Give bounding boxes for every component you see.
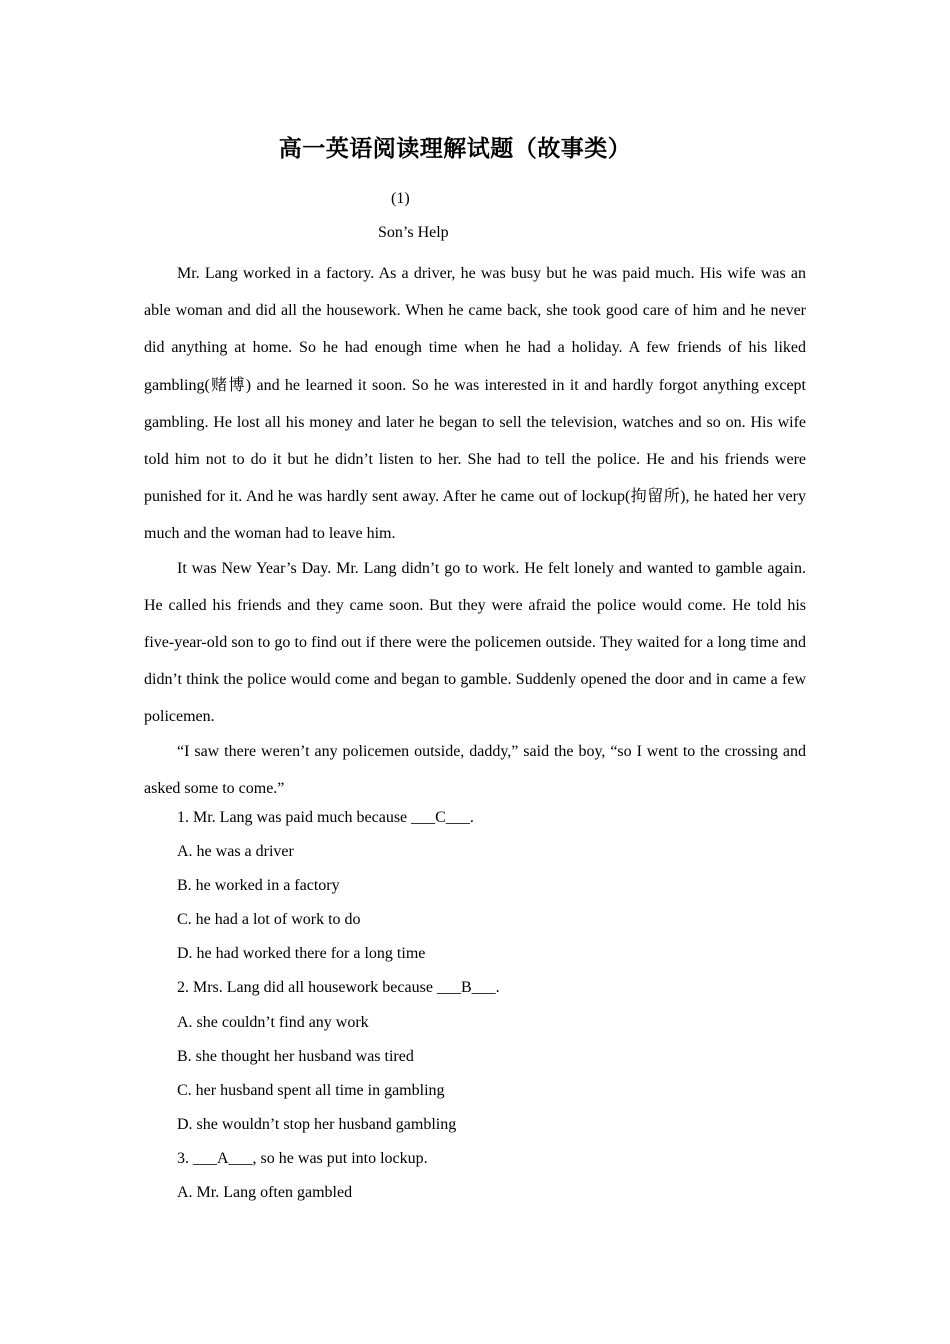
paragraph-2: It was New Year’s Day. Mr. Lang didn’t go to work. He felt lonely and wanted to gamble again. He called his friends and they came soon. But they were afraid the police would come. He told his five-year-old son to go to find out if there were the policemen outside. They waited for a long time and didn’t think the police would come and began to gamble. Suddenly opened the door and in came a few policemen. [144,559,806,726]
question-3-stem: 3. ___A___, so he was put into lockup. [177,1149,428,1167]
question-1-option-a: A. he was a driver [177,843,294,861]
question-2-option-b: B. she thought her husband was tired [177,1047,414,1065]
question-1-option-c: C. he had a lot of work to do [177,911,361,929]
question-2-option-c: C. her husband spent all time in gambling [177,1081,445,1099]
question-1-option-d: D. he had worked there for a long time [177,945,426,963]
question-2-stem: 2. Mrs. Lang did all housework because ___B___. [177,979,500,997]
page-title: 高一英语阅读理解试题（故事类） [278,136,632,162]
question-2-option-d: D. she wouldn’t stop her husband gambling [177,1115,457,1133]
question-3-option-a: A. Mr. Lang often gambled [177,1184,353,1202]
question-2-option-a: A. she couldn’t find any work [177,1013,369,1031]
paragraph-3: “I saw there weren’t any policemen outside, daddy,” said the boy, “so I went to the crossing and asked some to come.” [144,742,806,797]
paragraph-1: Mr. Lang worked in a factory. As a driver, he was busy but he was paid much. His wife was an able woman and did all the housework. When he came back, she took good care of him and he never did anything at home. So he had enough time when he had a holiday. A few friends of his liked gambling(赌博) and he learned it soon. So he was interested in it and hardly forgot anything except gambling. He lost all his money and later he began to sell the television, watches and so on. His wife told him not to do it but he didn’t listen to her. She had to tell the police. He and his friends were punished for it. And he was hardly sent away. After he came out of lockup(拘留所), he hated her very much and the woman had to leave him. [144,265,806,543]
question-list [177,806,797,1215]
question-1-option-b: B. he worked in a factory [177,877,340,895]
question-1-stem: 1. Mr. Lang was paid much because ___C___. [177,809,474,826]
story-title: Son’s Help [378,224,449,241]
section-number: (1) [391,190,410,207]
story-passage [144,255,806,804]
